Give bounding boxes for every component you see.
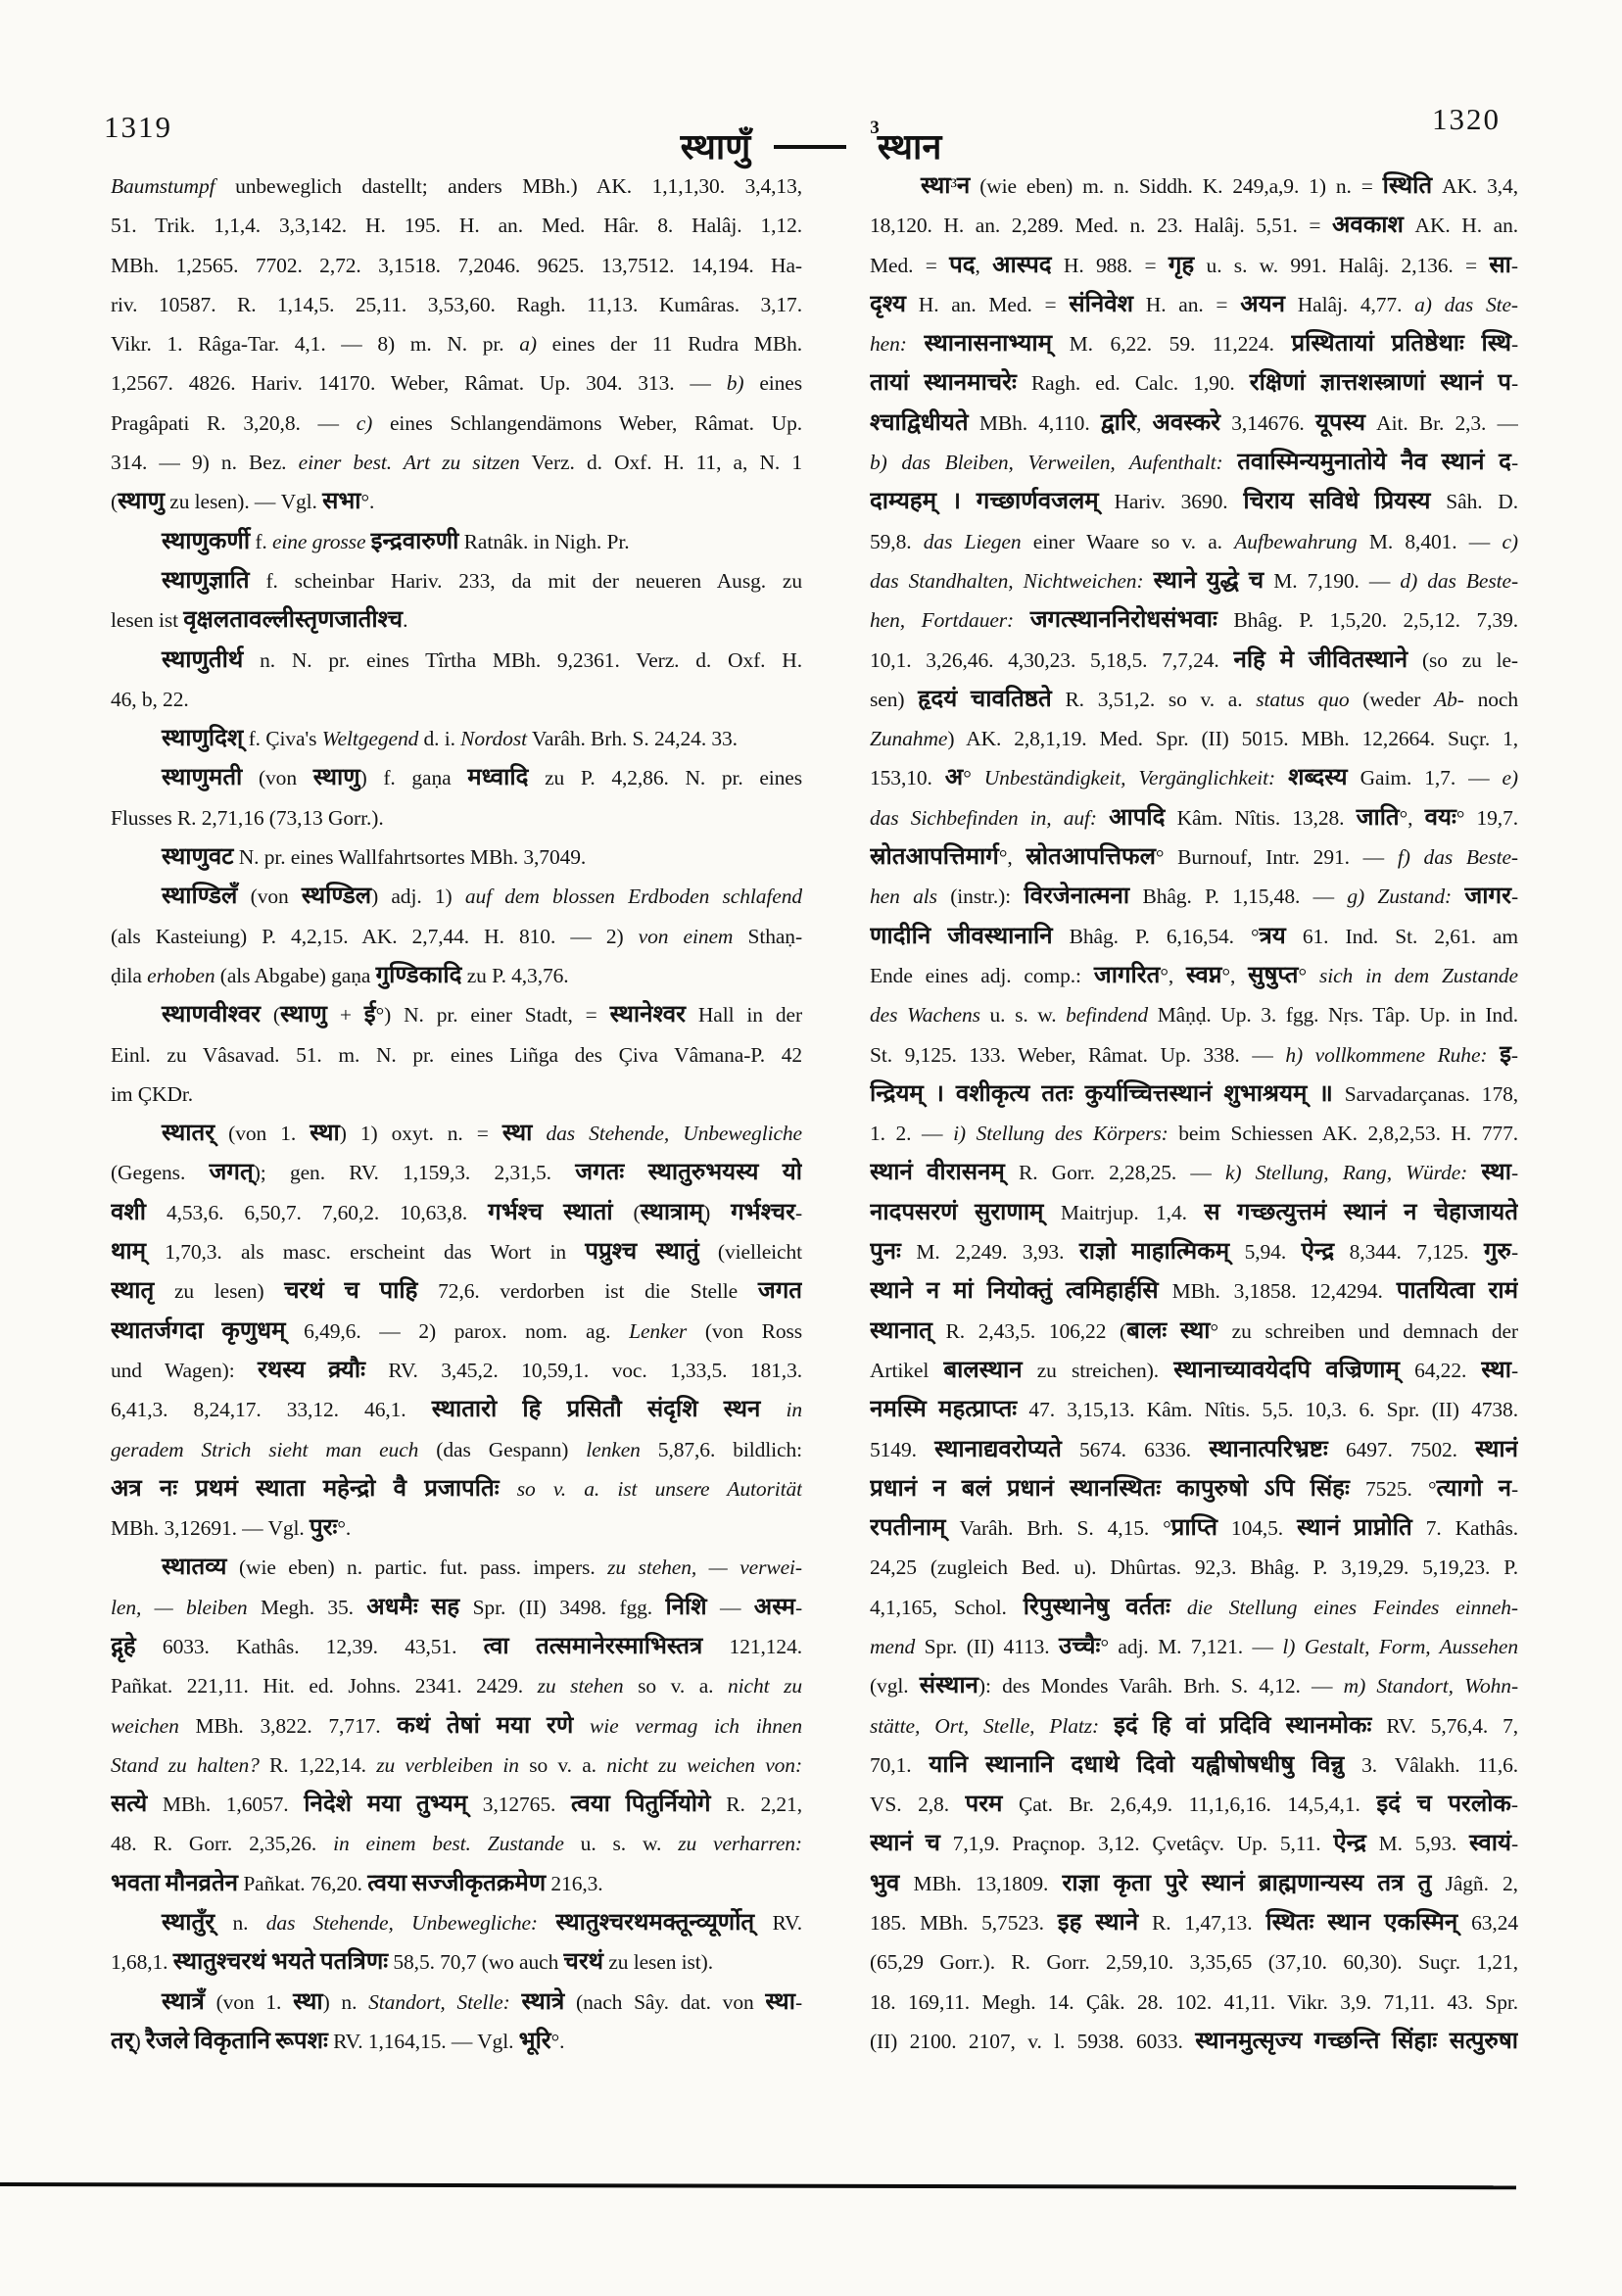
- text-line: ḍila erhoben (als Abgabe) gaṇa गुण्डिकादि zu P. 4,3,76.: [111, 962, 569, 988]
- text-line: थाम् 1,70,3. als masc. erscheint das Wort in पप्रुश्च स्थातुं (vielleicht: [111, 1239, 802, 1266]
- text-line: श्चाद्विधीयते MBh. 4,110. द्वारि, अवस्करे 3,14676. यूपस्य Ait. Br. 2,3. —: [870, 409, 1518, 436]
- text-line: lesen ist वृक्षलतावल्लीस्तृणजातीश्च.: [111, 607, 408, 634]
- left-column: [111, 167, 802, 2061]
- text-line: MBh. 1,2565. 7702. 2,72. 3,1518. 7,2046. 9625. 13,7512. 14,194. Ha-: [111, 253, 802, 277]
- text-line: नमस्मि महत्प्राप्तः 47. 3,15,13. Kâm. Nîtis. 5,5. 10,3. 6. Spr. (II) 4738.: [870, 1397, 1518, 1423]
- text-line: रपतीनाम् Varâh. Brh. S. 4,15. °प्राप्ति 104,5. स्थानं प्राप्नोति 7. Kathâs.: [870, 1515, 1518, 1542]
- text-line: वशी 4,53,6. 6,50,7. 7,60,2. 10,63,8. गर्भश्च स्थातां (स्थात्राम्) गर्भश्चर-: [111, 1199, 802, 1225]
- text-line: स्थाणुज्ञाति f. scheinbar Hariv. 233, da mit der neueren Ausg. zu: [162, 567, 802, 594]
- text-line: Flusses R. 2,71,16 (73,13 Gorr.).: [111, 805, 384, 830]
- text-line: स्थाणुतीर्थ n. N. pr. eines Tîrtha MBh. 9,2361. Verz. d. Oxf. H.: [162, 646, 802, 673]
- text-line: 314. — 9) n. Bez. einer best. Art zu sitzen Verz. d. Oxf. H. 11, a, N. 1: [111, 451, 802, 475]
- text-line: geradem Strich sieht man euch (das Gespann) lenken 5,87,6. bildlich:: [111, 1437, 802, 1461]
- text-line: (vgl. संस्थान): des Mondes Varâh. Brh. S. 4,12. — m) Standort, Wohn-: [870, 1673, 1518, 1699]
- text-line: तायां स्थानमाचरेः Ragh. ed. Calc. 1,90. रक्षिणां ज्ञात्तशस्त्राणां स्थानं प-: [870, 370, 1518, 397]
- text-line: 185. MBh. 5,7523. इह स्थाने R. 1,47,13. स्थितः स्थान एकस्मिन् 63,24: [870, 1910, 1518, 1937]
- text-line: Med. = पद, आस्पद H. 988. = गृह u. s. w. 991. Halâj. 2,136. = सा-: [870, 252, 1518, 278]
- text-line: len, — bleiben Megh. 35. अधमैः सह Spr. (II) 3498. fgg. निशि — अस्म-: [111, 1594, 802, 1620]
- text-line: 18,120. H. an. 2,289. Med. n. 23. Halâj. 5,51. = अवकाश AK. H. an.: [870, 213, 1518, 239]
- text-line: 1. 2. — i) Stellung des Körpers: beim Schiessen AK. 2,8,2,53. H. 777.: [870, 1122, 1518, 1146]
- text-line: स्थाण्डिलँ (von स्थण्डिल) adj. 1) auf dem blossen Erdboden schlafend: [162, 884, 802, 910]
- text-line: स्थानात् R. 2,43,5. 106,22 (बालः स्था° zu schreiben und demnach der: [870, 1317, 1518, 1344]
- text-line: 48. R. Gorr. 2,35,26. in einem best. Zustande u. s. w. zu verharren:: [111, 1832, 802, 1856]
- header-keyword-right: [870, 118, 942, 167]
- text-line: (Gegens. जगत्); gen. RV. 1,159,3. 2,31,5. जगतः स्थातुरुभयस्य यो: [111, 1160, 802, 1186]
- text-line: 70,1. यानि स्थानानि दधाथे दिवो यह्वीषोषधीषु विन्नु 3. Vâlakh. 11,6.: [870, 1751, 1518, 1778]
- text-line: hen, Fortdauer: जगत्स्थाननिरोधसंभवाः Bhâg. P. 1,5,20. 2,5,12. 7,39.: [870, 607, 1518, 634]
- text-line: स्था³न (wie eben) m. n. Siddh. K. 249,a,9. 1) n. = स्थिति AK. 3,4,: [921, 173, 1518, 199]
- text-line: स्थात्रँ (von 1. स्था) n. Standort, Stelle: स्थात्रे (nach Sây. dat. von स्था-: [162, 1988, 802, 2015]
- text-line: Einl. zu Vâsavad. 51. m. N. pr. eines Liñga des Çiva Vâmana-P. 42: [111, 1042, 802, 1067]
- text-line: दाम्यहम् । गच्छार्णवजलम् Hariv. 3690. चिराय सविधे प्रियस्य Sâh. D.: [870, 489, 1518, 515]
- text-line: सत्ये MBh. 1,6057. निदेशे मया तुभ्यम् 3,12765. त्वया पितुर्नियोगे R. 2,21,: [111, 1792, 802, 1818]
- text-line: VS. 2,8. परम Çat. Br. 2,6,4,9. 11,1,6,16. 14,5,4,1. इदं च परलोक-: [870, 1792, 1518, 1818]
- text-line: द्गृहे 6033. Kathâs. 12,39. 43,51. त्वा तत्समानेरस्माभिस्तत्र 121,124.: [111, 1633, 802, 1659]
- text-line: (65,29 Gorr.). R. Gorr. 2,59,10. 3,35,65 (37,10. 60,30). Suçr. 1,21,: [870, 1950, 1518, 1975]
- text-line: mend Spr. (II) 4113. उच्चैः° adj. M. 7,121. — l) Gestalt, Form, Aussehen: [870, 1633, 1518, 1659]
- text-line: स्थाने न मां नियोक्तुं त्वमिहार्हसि MBh. 3,1858. 12,4294. पातयित्वा रामं: [870, 1278, 1518, 1305]
- text-line: स्थातव्य (wie eben) n. partic. fut. pass. impers. zu stehen, — verwei-: [162, 1555, 802, 1581]
- text-line: णादीनि जीवस्थानानि Bhâg. P. 6,16,54. °त्रय 61. Ind. St. 2,61. am: [870, 923, 1518, 949]
- text-line: दृश्य H. an. Med. = संनिवेश H. an. = अयन Halâj. 4,77. a) das Ste-: [870, 291, 1518, 317]
- text-line: स्थाणुकर्णी f. eine grosse इन्द्रवारुणी Ratnâk. in Nigh. Pr.: [162, 528, 630, 554]
- text-line: St. 9,125. 133. Weber, Râmat. Up. 338. — h) vollkommene Ruhe: इ-: [870, 1041, 1518, 1068]
- text-line: स्थानं वीरासनम् R. Gorr. 2,28,25. — k) Stellung, Rang, Würde: स्था-: [870, 1160, 1518, 1186]
- text-line: 18. 169,11. Megh. 14. Çâk. 28. 102. 41,11. Vikr. 3,9. 71,11. 43. Spr.: [870, 1989, 1518, 2014]
- page-bottom-rule: [0, 2182, 1516, 2189]
- text-line: भवता मौनव्रतेन Pañkat. 76,20. त्वया सज्जीकृतक्रमेण 216,3.: [111, 1870, 603, 1896]
- text-line: Pañkat. 221,11. Hit. ed. Johns. 2341. 2429. zu stehen so v. a. nicht zu: [111, 1674, 802, 1698]
- text-line: Zunahme) AK. 2,8,1,19. Med. Spr. (II) 5015. MBh. 12,2664. Suçr. 1,: [870, 727, 1518, 751]
- text-line: und Wagen): रथस्य क्र्यौः RV. 3,45,2. 10,59,1. voc. 1,33,5. 181,3.: [111, 1357, 802, 1383]
- text-line: 1,68,1. स्थातुश्चरथं भयते पतत्रिणः 58,5. 70,7 (wo auch चरथं zu lesen ist).: [111, 1949, 714, 1976]
- text-line: Baumstumpf unbeweglich dastellt; anders MBh.) AK. 1,1,1,30. 3,4,13,: [111, 174, 802, 198]
- text-line: (स्थाणु zu lesen). — Vgl. सभा°.: [111, 489, 375, 515]
- text-line: MBh. 3,12691. — Vgl. पुरः°.: [111, 1515, 352, 1542]
- text-line: स्थानं च 7,1,9. Praçnop. 3,12. Çvetâçv. Up. 5,11. ऐन्द्र M. 5,93. स्वायं-: [870, 1831, 1518, 1857]
- text-line: स्थाणवीश्वर (स्थाणु + ई°) N. pr. einer Stadt, = स्थानेश्वर Hall in der: [162, 1002, 802, 1028]
- text-line: नादपसरणं सुराणाम् Maitrjup. 1,4. स गच्छत्युत्तमं स्थानं न चेहाजायते: [870, 1199, 1518, 1225]
- text-line: स्थातर्जगदा कृणुधम् 6,49,6. — 2) parox. nom. ag. Lenker (von Ross: [111, 1317, 802, 1344]
- page-number-right: 1320: [1432, 102, 1501, 136]
- text-line: भुव MBh. 13,1809. राज्ञा कृता पुरे स्थानं ब्राह्मणान्यस्य तत्र तु Jâgñ. 2,: [870, 1870, 1518, 1896]
- text-line: Artikel बालस्थान zu streichen). स्थानाच्यावयेदपि वज्रिणाम् 64,22. स्था-: [870, 1357, 1518, 1383]
- text-line: des Wachens u. s. w. befindend Mâṇḍ. Up. 3. fgg. Nṛs. Tâp. Up. in Ind.: [870, 1003, 1518, 1028]
- text-line: stätte, Ort, Stelle, Platz: इदं हि वां प्रदिवि स्थानमोकः RV. 5,76,4. 7,: [870, 1712, 1518, 1739]
- text-line: Pragâpati R. 3,20,8. — c) eines Schlangendämons Weber, Râmat. Up.: [111, 410, 802, 435]
- text-line: (II) 2100. 2107, v. l. 5938. 6033. स्थानमुत्सृज्य गच्छन्ति सिंहाः सत्पुरुषा: [870, 2028, 1518, 2054]
- text-line: स्थाणुमती (von स्थाणु) f. gaṇa मध्वादि zu P. 4,2,86. N. pr. eines: [162, 765, 802, 791]
- text-line: 6,41,3. 8,24,17. 33,12. 46,1. स्थातारो हि प्रसितौ संदृशि स्थन in: [111, 1397, 802, 1423]
- text-line: im ÇKDr.: [111, 1081, 194, 1106]
- page-number-left: 1319: [104, 110, 172, 144]
- header-keyword-right-text: स्थान: [877, 127, 942, 167]
- text-line: स्थाणुदिश् f. Çiva's Weltgegend d. i. Nordost Varâh. Brh. S. 24,24. 33.: [162, 726, 738, 752]
- text-line: das Standhalten, Nichtweichen: स्थाने युद्धे च M. 7,190. — d) das Beste-: [870, 567, 1518, 594]
- text-line: प्रधानं न बलं प्रधानं स्थानस्थितः कापुरुषो ऽपि सिंहः 7525. °त्यागो न-: [870, 1475, 1518, 1502]
- text-line: 153,10. अ° Unbeständigkeit, Vergänglichkeit: शब्दस्य Gaim. 1,7. — e): [870, 765, 1518, 791]
- text-line: 1,2567. 4826. Hariv. 14170. Weber, Râmat. Up. 304. 313. — b) eines: [111, 371, 802, 396]
- text-line: 4,1,165, Schol. रिपुस्थानेषु वर्ततः die Stellung eines Feindes einneh-: [870, 1594, 1518, 1620]
- text-line: स्थाणुवट N. pr. eines Wallfahrtsortes MBh. 3,7049.: [162, 844, 587, 871]
- header-keyword-left: स्थाणुँ: [680, 127, 751, 167]
- text-line: स्थातृ zu lesen) चरथं च पाहि 72,6. verdorben ist die Stelle जगत: [111, 1278, 802, 1305]
- text-line: पुनः M. 2,249. 3,93. राज्ञो माहात्मिकम् 5,94. ऐन्द्र 8,344. 7,125. गुरु-: [870, 1239, 1518, 1266]
- text-line: 46, b, 22.: [111, 687, 189, 711]
- text-line: 5149. स्थानाद्यवरोप्यते 5674. 6336. स्थानात्परिभ्रष्टः 6497. 7502. स्थानं: [870, 1436, 1518, 1462]
- text-line: न्द्रियम् । वशीकृत्य ततः कुर्याच्चित्तस्थानं शुभाश्रयम् ॥ Sarvadarçanas. 178,: [870, 1080, 1518, 1107]
- text-line: तर्) रैजले विकृतानि रूपशः RV. 1,164,15. — Vgl. भूरि°.: [111, 2028, 565, 2054]
- text-line: 24,25 (zugleich Bed. u). Dhûrtas. 92,3. Bhâg. P. 3,19,29. 5,19,23. P.: [870, 1555, 1518, 1580]
- text-line: (als Kasteiung) P. 4,2,15. AK. 2,7,44. H. 810. — 2) von einem Sthaṇ-: [111, 924, 802, 948]
- text-line: weichen MBh. 3,822. 7,717. कथं तेषां मया रणे wie vermag ich ihnen: [111, 1712, 802, 1739]
- text-line: riv. 10587. R. 1,14,5. 25,11. 3,53,60. Ragh. 11,13. Kumâras. 3,17.: [111, 292, 802, 316]
- header-dash-rule: [774, 145, 846, 149]
- text-line: sen) हृदयं चावतिष्ठते R. 3,51,2. so v. a. status quo (weder Ab- noch: [870, 686, 1518, 712]
- text-line: स्थातर् (von 1. स्था) 1) oxyt. n. = स्था das Stehende, Unbewegliche: [162, 1121, 802, 1147]
- text-line: das Sichbefinden in, auf: आपदि Kâm. Nîtis. 13,28. जाति°, वयः° 19,7.: [870, 804, 1518, 831]
- text-line: Stand zu halten? R. 1,22,14. zu verbleiben in so v. a. nicht zu weichen von:: [111, 1752, 802, 1777]
- right-column: [870, 167, 1518, 2061]
- text-line: स्थातुँर् n. das Stehende, Unbewegliche: स्थातुश्चरथमक्तून्व्यूर्णोत् RV.: [162, 1910, 802, 1937]
- text-line: hen: स्थानासनाभ्याम् M. 6,22. 59. 11,224. प्रस्थितायां प्रतिष्ठेथाः स्थि-: [870, 331, 1518, 358]
- text-line: अत्र नः प्रथमं स्थाता महेन्द्रो वै प्रजापतिः so v. a. ist unsere Autorität: [111, 1475, 802, 1502]
- text-line: Vikr. 1. Râga-Tar. 4,1. — 8) m. N. pr. a) eines der 11 Rudra MBh.: [111, 332, 802, 357]
- text-line: 10,1. 3,26,46. 4,30,23. 5,18,5. 7,7,24. नहि मे जीवितस्थाने (so zu le-: [870, 646, 1518, 673]
- text-line: 59,8. das Liegen einer Waare so v. a. Aufbewahrung M. 8,401. — c): [870, 529, 1518, 553]
- text-line: Ende eines adj. comp.: जागरित°, स्वप्न°, सुषुप्त° sich in dem Zustande: [870, 962, 1518, 988]
- header-accent-mark: 3: [870, 118, 880, 138]
- text-line: स्रोतआपत्तिमार्ग°, स्रोतआपत्तिफल° Burnouf, Intr. 291. — f) das Beste-: [870, 844, 1518, 871]
- text-line: 51. Trik. 1,1,4. 3,3,142. H. 195. H. an. Med. Hâr. 8. Halâj. 1,12.: [111, 214, 802, 238]
- text-line: b) das Bleiben, Verweilen, Aufenthalt: तवास्मिन्यमुनातोये नैव स्थानं द-: [870, 450, 1518, 476]
- text-line: hen als (instr.): विरजेनात्मना Bhâg. P. 1,15,48. — g) Zustand: जागर-: [870, 884, 1518, 910]
